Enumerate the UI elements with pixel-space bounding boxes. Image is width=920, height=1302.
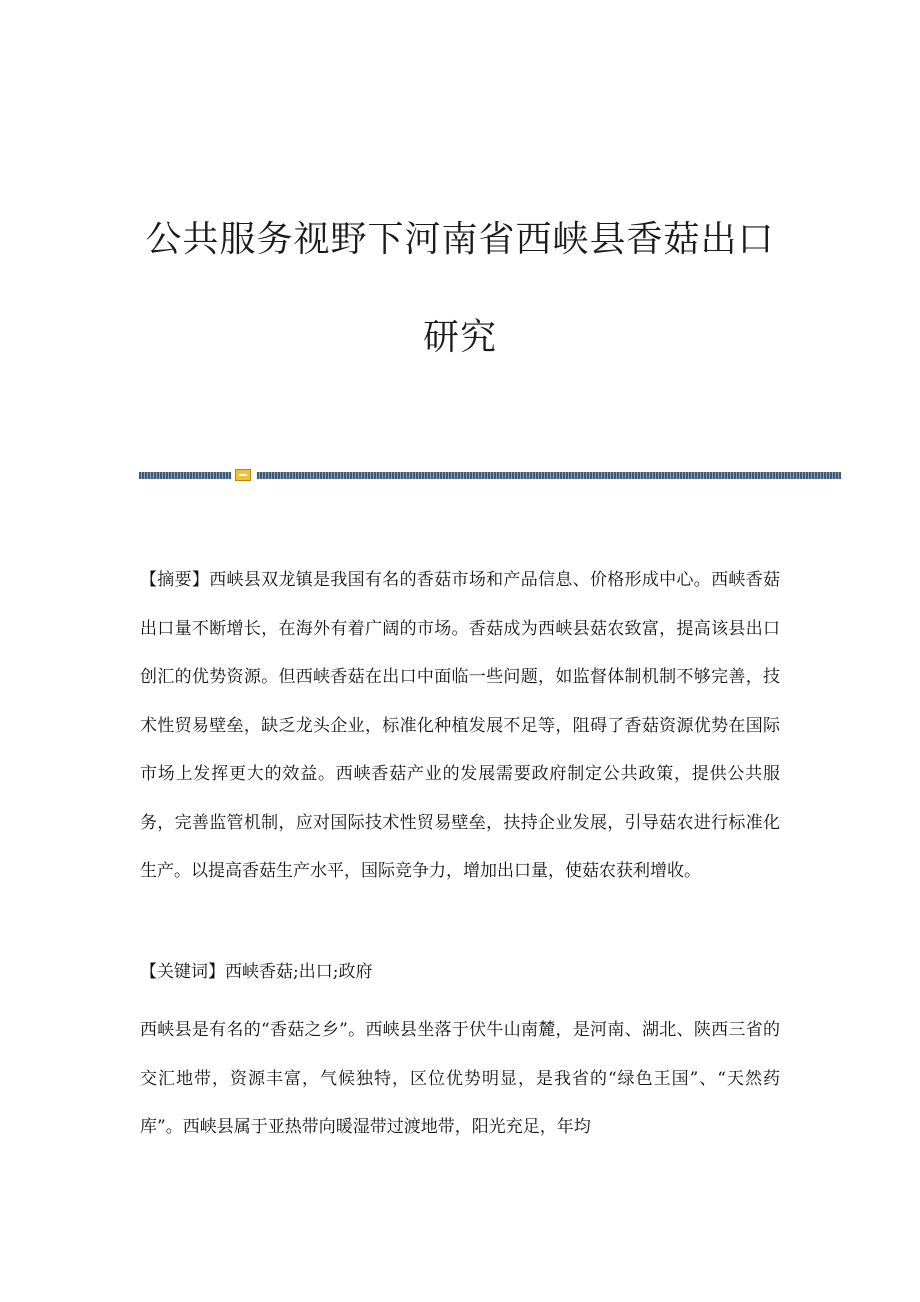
abstract-paragraph <box>140 556 780 896</box>
abstract-label: 【摘要】 <box>140 570 210 590</box>
body-paragraph-1: 西峡县是有名的“香菇之乡”。西峡县坐落于伏牛山南麓，是河南、湖北、陕西三省的交汇地带，资源丰富，气候独特，区位优势明显，是我省的“绿色王国”、“天然药库”。西峡县属于亚热带向暖湿带过渡地带，阳光充足，年均 <box>140 1020 780 1137</box>
title-divider <box>139 469 841 481</box>
divider-bar-left <box>139 472 231 479</box>
divider-bar-right <box>257 472 841 479</box>
keywords-text: 西峡香菇;出口;政府 <box>225 962 373 982</box>
abstract-text: 西峡县双龙镇是我国有名的香菇市场和产品信息、价格形成中心。西峡香菇出口量不断增长，在海外有着广阔的市场。香菇成为西峡县菇农致富，提高该县出口创汇的优势资源。但西峡香菇在出口中面临一些问题，如监督体制机制不够完善，技术性贸易壁垒，缺乏龙头企业，标准化种植发展不足等，阻碍了香菇资源优势在国际市场上发挥更大的效益。西峡香菇产业的发展需要政府制定公共政策，提供公共服务，完善监管机制，应对国际技术性贸易壁垒，扶持企业发展，引导菇农进行标准化生产。以提高香菇生产水平，国际竞争力，增加出口量，使菇农获利增收。 <box>140 570 781 881</box>
document-title-line-1: 公共服务视野下河南省西峡县香菇出口 <box>145 219 775 260</box>
document-title-line-2: 研究 <box>422 317 497 358</box>
keywords-paragraph <box>140 948 780 997</box>
keywords-label: 【关键词】 <box>140 962 225 982</box>
divider-ornament-icon <box>235 469 251 481</box>
